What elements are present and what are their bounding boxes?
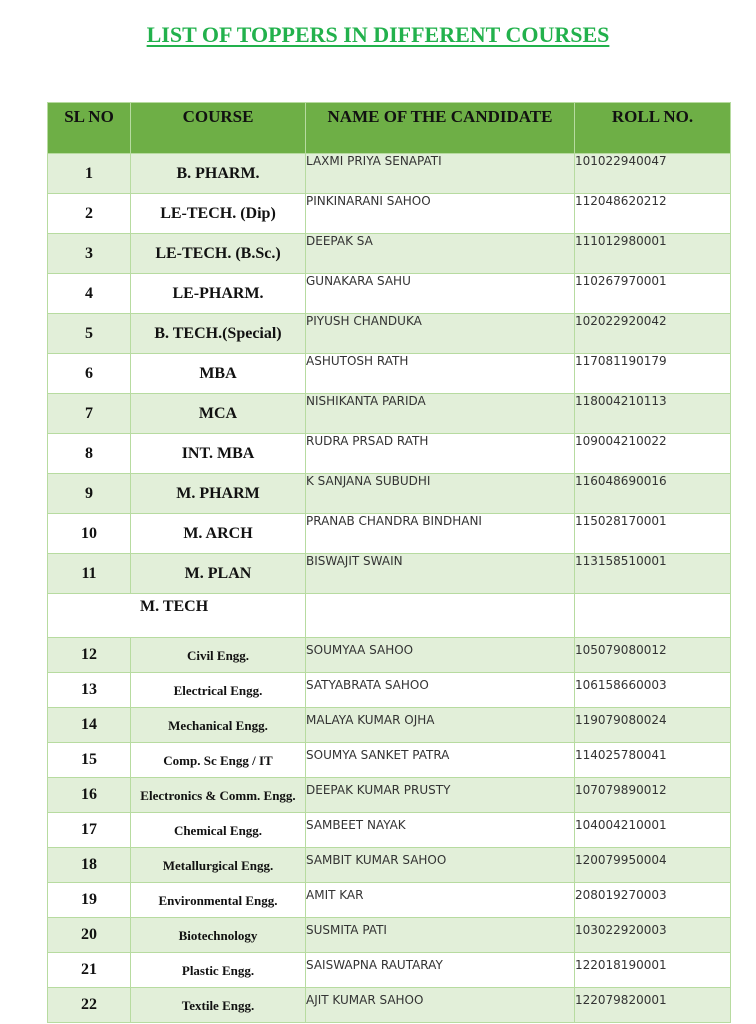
- sl-no-cell: 2: [48, 194, 131, 234]
- roll-no-cell: 122018190001: [575, 953, 731, 988]
- candidate-name-cell: ASHUTOSH RATH: [306, 354, 575, 394]
- table-row: [48, 474, 731, 514]
- table-row: [48, 638, 731, 673]
- table-row: [48, 234, 731, 274]
- candidate-name-cell: SAISWAPNA RAUTARAY: [306, 953, 575, 988]
- roll-no-cell: 120079950004: [575, 848, 731, 883]
- candidate-name-cell: GUNAKARA SAHU: [306, 274, 575, 314]
- course-cell: LE-TECH. (Dip): [131, 194, 306, 234]
- candidate-name-cell: PRANAB CHANDRA BINDHANI: [306, 514, 575, 554]
- candidate-name-cell: K SANJANA SUBUDHI: [306, 474, 575, 514]
- table-row: [48, 554, 731, 594]
- sl-no-cell: 22: [48, 988, 131, 1023]
- sl-no-cell: 13: [48, 673, 131, 708]
- header-candidate-name: NAME OF THE CANDIDATE: [306, 103, 575, 154]
- candidate-name-cell: AMIT KAR: [306, 883, 575, 918]
- sl-no-cell: 18: [48, 848, 131, 883]
- table-header-row: [48, 103, 731, 154]
- table-row: [48, 708, 731, 743]
- course-cell: M. ARCH: [131, 514, 306, 554]
- sl-no-cell: 16: [48, 778, 131, 813]
- sl-no-cell: 4: [48, 274, 131, 314]
- sl-no-cell: 8: [48, 434, 131, 474]
- sl-no-cell: 7: [48, 394, 131, 434]
- roll-no-cell: 113158510001: [575, 554, 731, 594]
- roll-no-cell: 109004210022: [575, 434, 731, 474]
- roll-no-cell: 118004210113: [575, 394, 731, 434]
- course-cell: M. PHARM: [131, 474, 306, 514]
- section-empty-roll-cell: [575, 594, 731, 638]
- sl-no-cell: 21: [48, 953, 131, 988]
- section-label-mtech: M. TECH: [48, 594, 306, 638]
- candidate-name-cell: SUSMITA PATI: [306, 918, 575, 953]
- candidate-name-cell: BISWAJIT SWAIN: [306, 554, 575, 594]
- sl-no-cell: 20: [48, 918, 131, 953]
- course-cell: B. PHARM.: [131, 154, 306, 194]
- document-title: LIST OF TOPPERS IN DIFFERENT COURSES: [146, 22, 610, 47]
- candidate-name-cell: SOUMYAA SAHOO: [306, 638, 575, 673]
- course-cell: Metallurgical Engg.: [131, 848, 306, 883]
- course-cell: MBA: [131, 354, 306, 394]
- course-cell: MCA: [131, 394, 306, 434]
- candidate-name-cell: SATYABRATA SAHOO: [306, 673, 575, 708]
- course-cell: Comp. Sc Engg / IT: [131, 743, 306, 778]
- roll-no-cell: 112048620212: [575, 194, 731, 234]
- candidate-name-cell: SOUMYA SANKET PATRA: [306, 743, 575, 778]
- sl-no-cell: 12: [48, 638, 131, 673]
- table-row: [48, 154, 731, 194]
- roll-no-cell: 110267970001: [575, 274, 731, 314]
- candidate-name-cell: SAMBIT KUMAR SAHOO: [306, 848, 575, 883]
- table-row: [48, 314, 731, 354]
- table-row: [48, 274, 731, 314]
- sl-no-cell: 9: [48, 474, 131, 514]
- roll-no-cell: 105079080012: [575, 638, 731, 673]
- toppers-table: [47, 102, 731, 1023]
- table-row: [48, 354, 731, 394]
- table-row: [48, 918, 731, 953]
- roll-no-cell: 106158660003: [575, 673, 731, 708]
- course-cell: Environmental Engg.: [131, 883, 306, 918]
- sl-no-cell: 17: [48, 813, 131, 848]
- candidate-name-cell: SAMBEET NAYAK: [306, 813, 575, 848]
- roll-no-cell: 107079890012: [575, 778, 731, 813]
- sl-no-cell: 14: [48, 708, 131, 743]
- roll-no-cell: 111012980001: [575, 234, 731, 274]
- roll-no-cell: 103022920003: [575, 918, 731, 953]
- table-row: [48, 194, 731, 234]
- header-sl-no: SL NO: [48, 103, 131, 154]
- candidate-name-cell: PIYUSH CHANDUKA: [306, 314, 575, 354]
- candidate-name-cell: RUDRA PRSAD RATH: [306, 434, 575, 474]
- roll-no-cell: 117081190179: [575, 354, 731, 394]
- course-cell: Electrical Engg.: [131, 673, 306, 708]
- sl-no-cell: 10: [48, 514, 131, 554]
- table-row: [48, 778, 731, 813]
- table-row: [48, 673, 731, 708]
- table-row: [48, 434, 731, 474]
- course-cell: Plastic Engg.: [131, 953, 306, 988]
- table-row: [48, 743, 731, 778]
- candidate-name-cell: MALAYA KUMAR OJHA: [306, 708, 575, 743]
- course-cell: Chemical Engg.: [131, 813, 306, 848]
- sl-no-cell: 5: [48, 314, 131, 354]
- course-cell: LE-PHARM.: [131, 274, 306, 314]
- header-roll-no: ROLL NO.: [575, 103, 731, 154]
- course-cell: Mechanical Engg.: [131, 708, 306, 743]
- table-row: [48, 848, 731, 883]
- sl-no-cell: 19: [48, 883, 131, 918]
- roll-no-cell: 115028170001: [575, 514, 731, 554]
- table-row: [48, 883, 731, 918]
- table-row: [48, 514, 731, 554]
- sl-no-cell: 6: [48, 354, 131, 394]
- course-cell: Civil Engg.: [131, 638, 306, 673]
- candidate-name-cell: NISHIKANTA PARIDA: [306, 394, 575, 434]
- course-cell: M. PLAN: [131, 554, 306, 594]
- roll-no-cell: 114025780041: [575, 743, 731, 778]
- sl-no-cell: 15: [48, 743, 131, 778]
- roll-no-cell: 116048690016: [575, 474, 731, 514]
- course-cell: Biotechnology: [131, 918, 306, 953]
- course-cell: LE-TECH. (B.Sc.): [131, 234, 306, 274]
- candidate-name-cell: DEEPAK SA: [306, 234, 575, 274]
- roll-no-cell: 102022920042: [575, 314, 731, 354]
- roll-no-cell: 104004210001: [575, 813, 731, 848]
- section-row-mtech: [48, 594, 731, 638]
- roll-no-cell: 119079080024: [575, 708, 731, 743]
- candidate-name-cell: DEEPAK KUMAR PRUSTY: [306, 778, 575, 813]
- table-row: [48, 813, 731, 848]
- table-row: [48, 988, 731, 1023]
- candidate-name-cell: AJIT KUMAR SAHOO: [306, 988, 575, 1023]
- candidate-name-cell: PINKINARANI SAHOO: [306, 194, 575, 234]
- header-course: COURSE: [131, 103, 306, 154]
- roll-no-cell: 122079820001: [575, 988, 731, 1023]
- sl-no-cell: 3: [48, 234, 131, 274]
- course-cell: Electronics & Comm. Engg.: [131, 778, 306, 813]
- course-cell: Textile Engg.: [131, 988, 306, 1023]
- section-empty-name-cell: [306, 594, 575, 638]
- candidate-name-cell: LAXMI PRIYA SENAPATI: [306, 154, 575, 194]
- course-cell: B. TECH.(Special): [131, 314, 306, 354]
- course-cell: INT. MBA: [131, 434, 306, 474]
- table-row: [48, 394, 731, 434]
- table-row: [48, 953, 731, 988]
- roll-no-cell: 208019270003: [575, 883, 731, 918]
- sl-no-cell: 1: [48, 154, 131, 194]
- sl-no-cell: 11: [48, 554, 131, 594]
- roll-no-cell: 101022940047: [575, 154, 731, 194]
